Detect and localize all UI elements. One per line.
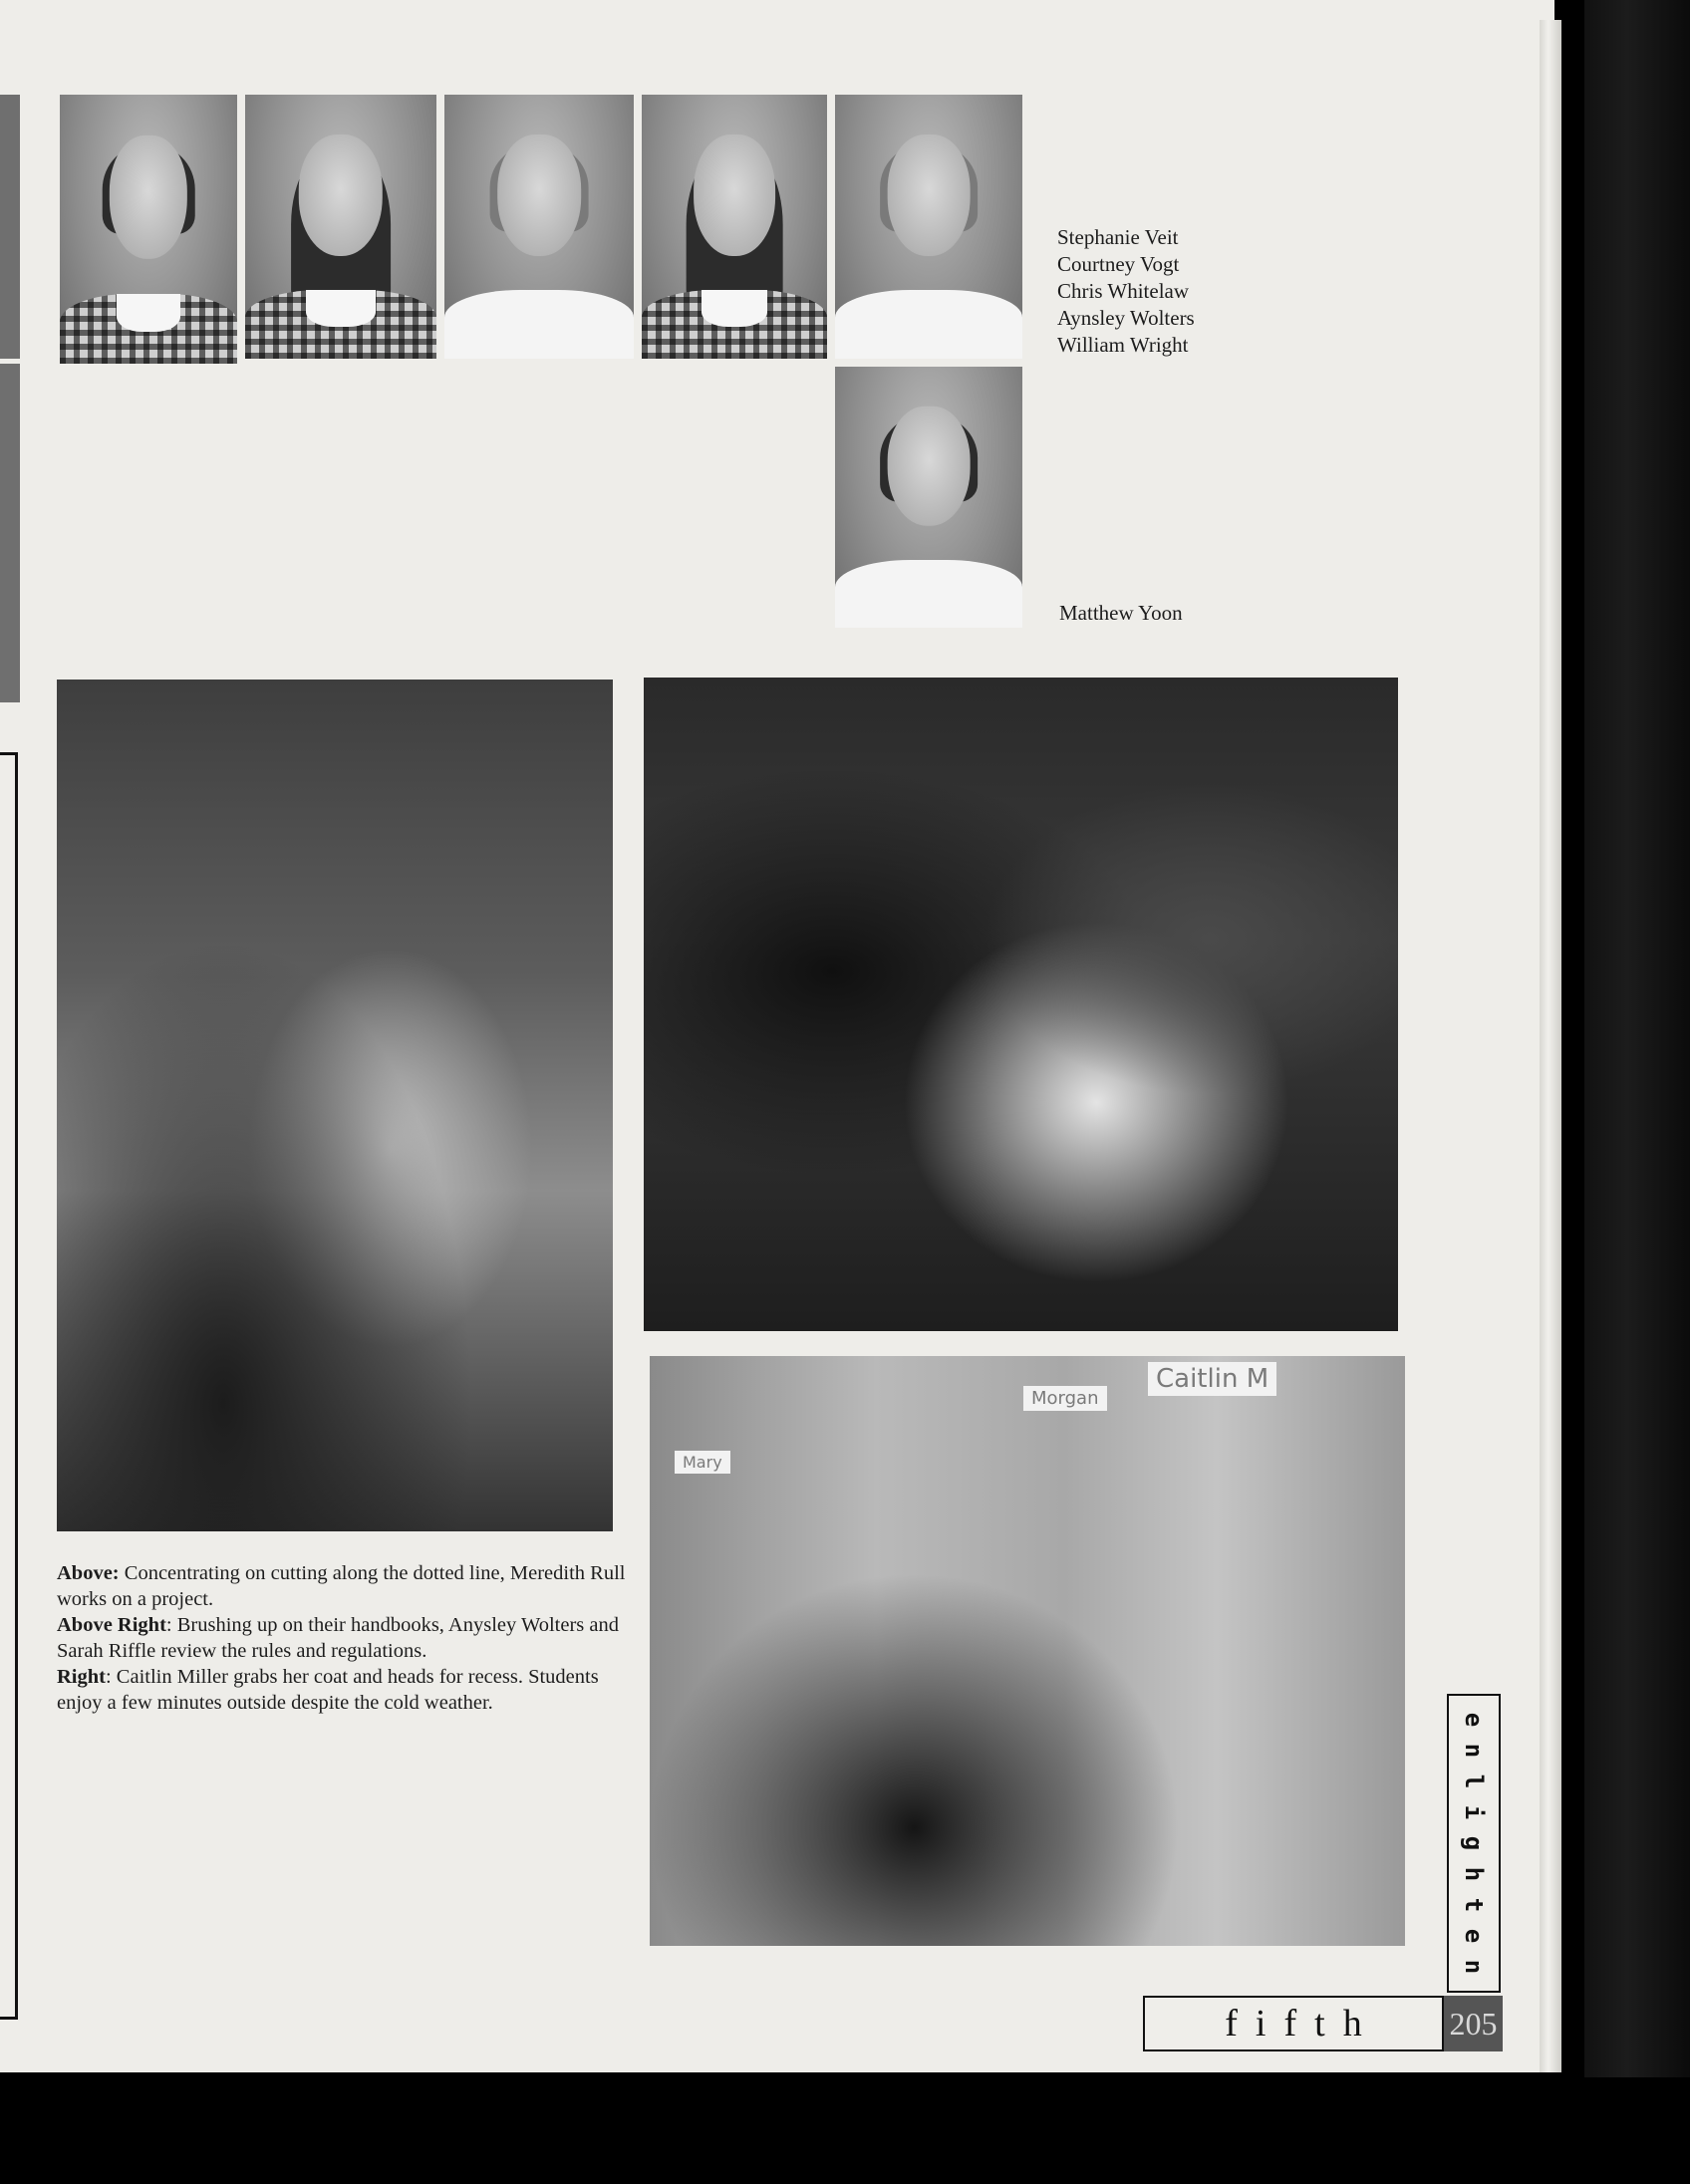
book-spine-shadow <box>1584 0 1690 2184</box>
portrait-photo <box>60 95 237 364</box>
student-name: Chris Whitelaw <box>1057 279 1190 303</box>
caption-label: Right <box>57 1666 106 1688</box>
student-name: Courtney Vogt <box>1057 252 1180 276</box>
locker-name-tag: Caitlin M <box>1148 1362 1276 1396</box>
section-title-box <box>1143 1996 1444 2051</box>
page-stack-edge <box>1540 20 1561 2072</box>
portrait-names-row-1 <box>1057 224 1195 359</box>
theme-letter: g <box>1459 1835 1488 1851</box>
theme-letter: e <box>1459 1929 1488 1944</box>
scan-background <box>0 2077 1690 2184</box>
caption-label: Above: <box>57 1562 120 1584</box>
student-name: William Wright <box>1057 333 1189 357</box>
portrait-photo <box>835 95 1022 359</box>
portrait-photo <box>444 95 634 359</box>
caption-label: Above Right <box>57 1614 166 1636</box>
portrait-photo <box>835 367 1022 628</box>
student-name: Aynsley Wolters <box>1057 306 1195 330</box>
previous-page-photo <box>0 95 20 359</box>
previous-page-photo <box>0 364 20 702</box>
caption-text: Concentrating on cutting along the dotted line, Meredith Rull works on a project. <box>57 1562 626 1610</box>
caption-text: : Caitlin Miller grabs her coat and heads for recess. Students enjoy a few minutes outside despite the cold weather. <box>57 1666 599 1714</box>
caption-text: : Brushing up on their handbooks, Anysley Wolters and Sarah Riffle review the rules and regulations. <box>57 1614 619 1662</box>
theme-letter: h <box>1459 1866 1488 1882</box>
locker-name-tag: Morgan <box>1023 1386 1107 1411</box>
theme-letter: l <box>1459 1774 1488 1788</box>
classroom-cutting-photo <box>57 680 613 1531</box>
page-number: 205 <box>1444 1996 1503 2051</box>
photo-caption <box>57 1560 630 1716</box>
theme-letter: n <box>1459 1743 1488 1758</box>
student-name: Matthew Yoon <box>1059 601 1183 625</box>
theme-letter: n <box>1459 1960 1488 1975</box>
student-name: Stephanie Veit <box>1057 225 1179 249</box>
section-theme-word <box>1447 1694 1501 1993</box>
section-title: fifth <box>1225 2003 1380 2045</box>
theme-letter: e <box>1459 1712 1488 1727</box>
locker-name-tag: Mary <box>675 1451 730 1474</box>
portrait-photo <box>642 95 827 359</box>
portrait-photo <box>245 95 436 359</box>
handbook-review-photo <box>644 678 1398 1331</box>
previous-page-edge <box>0 85 20 1943</box>
theme-letter: t <box>1459 1897 1488 1913</box>
theme-letter: i <box>1459 1804 1488 1820</box>
locker-photo <box>650 1356 1405 1946</box>
previous-page-border <box>0 752 18 2020</box>
